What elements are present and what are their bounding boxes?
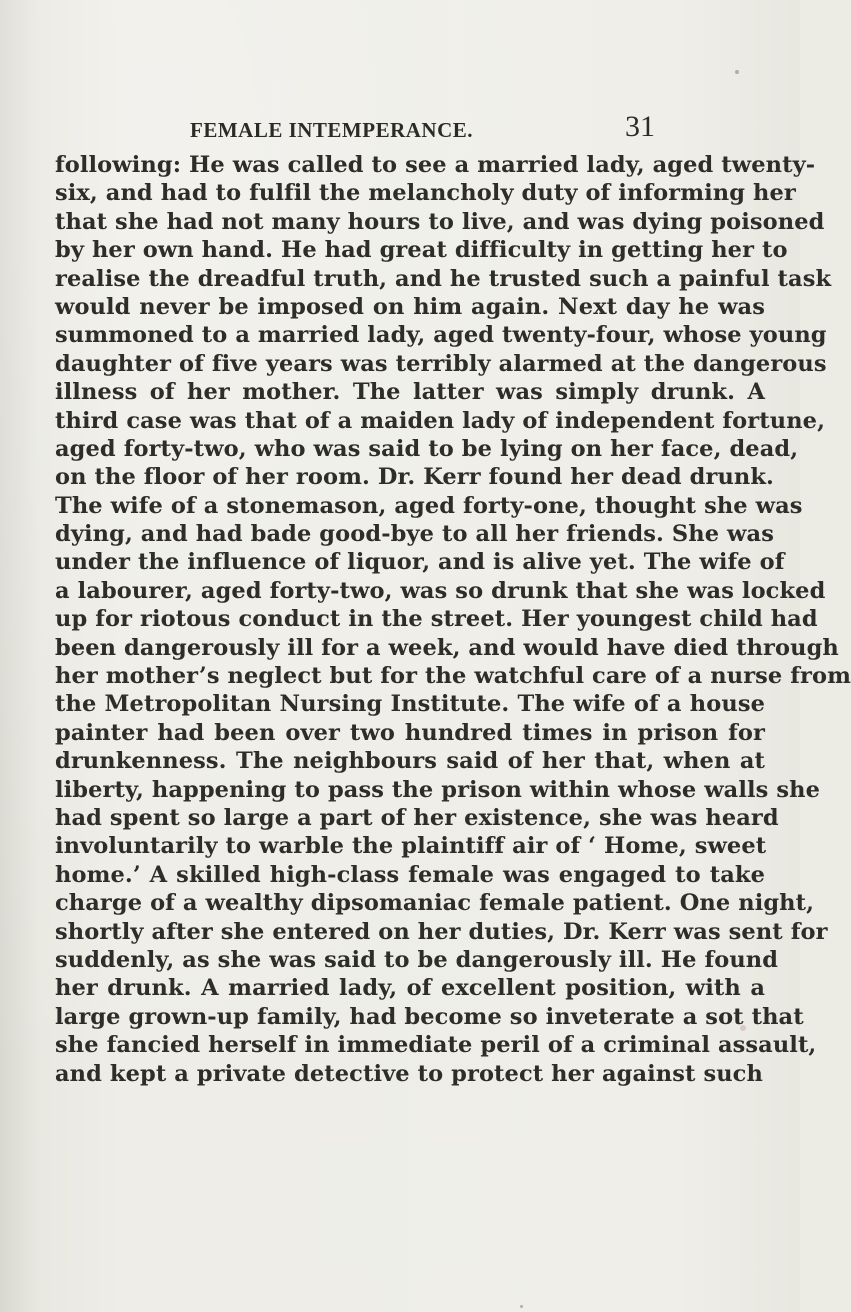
text-line: suddenly, as she was said to be dangerously ill. He found bbox=[55, 946, 779, 973]
text-line: third case was that of a maiden lady of independent fortune, bbox=[55, 407, 825, 434]
text-line: The wife of a stonemason, aged forty-one, thought she was bbox=[55, 492, 803, 519]
text-line: daughter of five years was terribly alarmed at the dangerous bbox=[55, 350, 827, 377]
text-line: realise the dreadful truth, and he trusted such a painful task bbox=[55, 265, 832, 292]
text-line: would never be imposed on him again. Next day he was bbox=[55, 293, 765, 320]
text-line: dying, and had bade good-bye to all her friends. She was bbox=[55, 521, 774, 548]
text-line: six, and had to fulfil the melancholy duty of informing her bbox=[55, 180, 796, 207]
page-header bbox=[190, 110, 655, 148]
text-line: been dangerously ill for a week, and would have died through bbox=[55, 634, 839, 661]
paper-speck bbox=[520, 1305, 523, 1308]
text-line: aged forty-two, who was said to be lying on her face, dead, bbox=[55, 435, 799, 462]
text-line: a labourer, aged forty-two, was so drunk that she was locked bbox=[55, 577, 826, 604]
text-line: had spent so large a part of her existence, she was heard bbox=[55, 804, 779, 831]
text-line: liberty, happening to pass the prison within whose walls she bbox=[55, 776, 820, 803]
text-line: her drunk. A married lady, of excellent position, with a bbox=[55, 975, 765, 1002]
text-line: the Metropolitan Nursing Institute. The wife of a house bbox=[55, 691, 765, 718]
text-line: home.’ A skilled high-class female was engaged to take bbox=[55, 861, 765, 888]
paper-speck bbox=[735, 70, 739, 74]
text-line: on the floor of her room. Dr. Kerr found her dead drunk. bbox=[55, 464, 774, 491]
text-line: drunkenness. The neighbours said of her that, when at bbox=[55, 748, 765, 775]
text-line: summoned to a married lady, aged twenty-four, whose young bbox=[55, 322, 827, 349]
text-line: charge of a wealthy dipsomaniac female patient. One night, bbox=[55, 890, 815, 917]
text-line: painter had been over two hundred times in prison for bbox=[55, 719, 765, 746]
page-number: 31 bbox=[625, 110, 655, 143]
text-line: that she had not many hours to live, and was dying poisoned bbox=[55, 208, 825, 235]
text-line: by her own hand. He had great difficulty in getting her to bbox=[55, 237, 788, 264]
text-line: illness of her mother. The latter was simply drunk. A bbox=[55, 379, 765, 406]
text-line: shortly after she entered on her duties, Dr. Kerr was sent for bbox=[55, 918, 828, 945]
text-line: involuntarily to warble the plaintiff air of ‘ Home, sweet bbox=[55, 833, 767, 860]
text-line: she fancied herself in immediate peril of a criminal assault, bbox=[55, 1032, 817, 1059]
text-line: and kept a private detective to protect her against such bbox=[55, 1060, 763, 1087]
text-line: up for riotous conduct in the street. Her youngest child had bbox=[55, 606, 818, 633]
body-text bbox=[55, 151, 851, 1088]
text-line: her mother’s neglect but for the watchful care of a nurse from bbox=[55, 663, 851, 690]
paper-speck bbox=[740, 1025, 746, 1031]
text-line: under the influence of liquor, and is alive yet. The wife of bbox=[55, 549, 785, 576]
text-line: large grown-up family, had become so inveterate a sot that bbox=[55, 1003, 804, 1030]
text-line: following: He was called to see a married lady, aged twenty- bbox=[55, 152, 816, 178]
running-head: FEMALE INTEMPERANCE. bbox=[190, 118, 474, 142]
